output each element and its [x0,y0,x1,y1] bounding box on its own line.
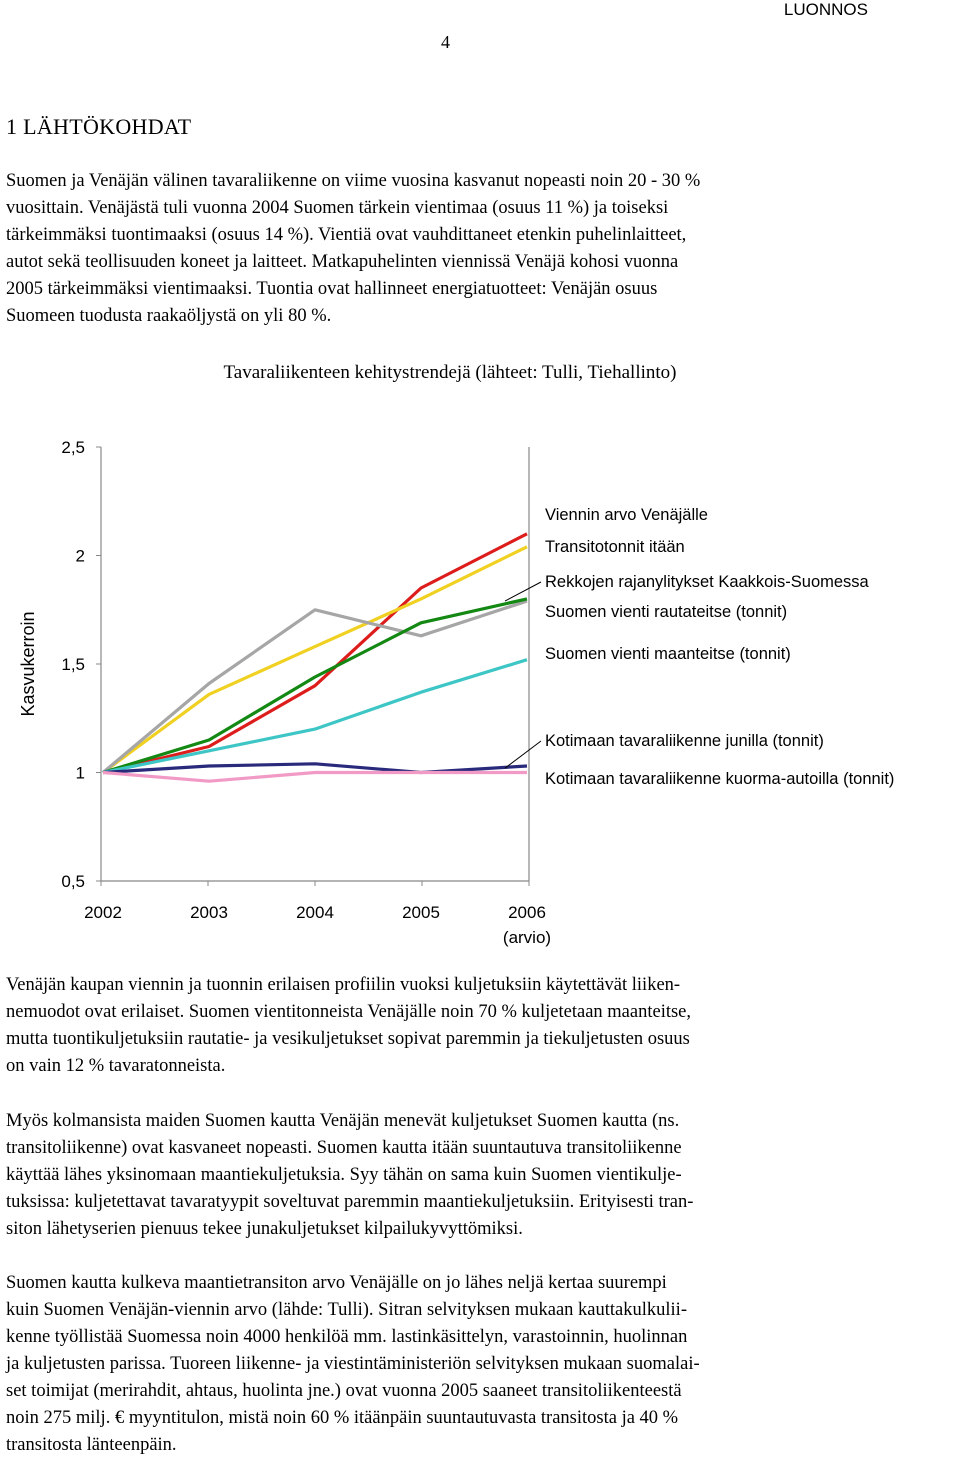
y-tick-label: 2,5 [61,438,85,457]
paragraph-line: käyttää lähes yksinomaan maantiekuljetuksia. Syy tähän on sama kuin Suomen vientikulje- [6,1165,682,1185]
legend-label: Transitotonnit itään [545,538,685,556]
paragraph-line: transitoliikenne) ovat kasvaneet nopeasti. Suomen kautta itään suuntautuva transitoliikenne [6,1138,682,1158]
paragraph-line: Suomeen tuodusta raakaöljystä on yli 80 %. [6,306,332,326]
paragraph-line: 2005 tärkeimmäksi vientimaaksi. Tuontia ovat hallinneet energiatuotteet: Venäjän osuus [6,279,658,299]
paragraph-line: siton lähetyserien pienuus tekee junakuljetukset kilpailukyvyttömiksi. [6,1219,523,1239]
y-tick-label: 1,5 [61,655,85,674]
paragraph-line: Suomen ja Venäjän välinen tavaraliikenne on viime vuosina kasvanut nopeasti noin 20 - 30 % [6,171,701,191]
paragraph-transit-value [6,1270,906,1459]
paragraph-line: set toimijat (merirahdit, ahtaus, huolinta jne.) ovat vuonna 2005 saaneet transitoliikenteestä [6,1381,682,1401]
trend-chart [0,350,960,960]
legend-label: Rekkojen rajanylitykset Kaakkois-Suomessa [545,573,869,591]
paragraph-line: Suomen kautta kulkeva maantietransiton arvo Venäjälle on jo lähes neljä kertaa suurempi [6,1273,667,1293]
paragraph-line: autot sekä teollisuuden koneet ja laitteet. Matkapuhelinten viennissä Venäjä kohosi vuonna [6,252,679,272]
paragraph-transport-modes [6,972,906,1080]
page-number: 4 [441,32,450,52]
paragraph-line: noin 275 milj. € myyntitulon, mistä noin 60 % itäänpäin suuntautuvasta transitosta ja 40 % [6,1408,679,1428]
y-axis-label: Kasvukerroin [18,611,38,717]
legend-label: Kotimaan tavaraliikenne junilla (tonnit) [545,732,824,750]
paragraph-transit-traffic [6,1108,906,1243]
series-line [103,773,527,782]
chart-title: Tavaraliikenteen kehitystrendejä (lähteet: Tulli, Tiehallinto) [223,362,677,383]
x-tick-label: 2002 [84,903,122,922]
series-line [103,547,527,773]
y-tick-label: 1 [75,763,85,783]
series-line [103,534,527,773]
paragraph-line: transitosta länteenpäin. [6,1435,177,1455]
paragraph-line: vuosittain. Venäjästä tuli vuonna 2004 Suomen tärkein vientimaa (osuus 11 %) ja toiseksi [6,198,669,218]
paragraph-line: on vain 12 % tavaratonneista. [6,1056,226,1076]
paragraph-line: Venäjän kaupan viennin ja tuonnin erilaisen profiilin vuoksi kuljetuksiin käytettävät liiken- [6,975,681,995]
legend-label: Viennin arvo Venäjälle [545,506,708,524]
paragraph-line: mutta tuontikuljetuksiin rautatie- ja vesikuljetukset sopivat paremmin ja tiekuljetusten osuus [6,1029,690,1049]
x-tick-label: 2006 [508,903,546,922]
paragraph-line: tärkeimmäksi tuontimaaksi (osuus 14 %). Vientiä ovat vauhdittaneet etenkin puhelinlaitteet, [6,225,687,245]
x-tick-label: 2005 [402,903,440,922]
section-heading: 1 LÄHTÖKOHDAT [6,114,192,139]
paragraph-line: Myös kolmansista maiden Suomen kautta Venäjän menevät kuljetukset Suomen kautta (ns. [6,1111,680,1131]
legend-leader-line [505,741,541,768]
paragraph-line: ja kuljetusten parissa. Tuoreen liikenne- ja viestintäministeriön selvityksen mukaan suomalai- [6,1354,700,1374]
x-tick-label: (arvio) [502,928,552,947]
legend-label: Kotimaan tavaraliikenne kuorma-autoilla (tonnit) [545,770,895,788]
paragraph-line: nemuodot ovat erilaiset. Suomen vientitonneista Venäjälle noin 70 % kuljetetaan maanteitse, [6,1002,692,1022]
legend-label: Suomen vienti maanteitse (tonnit) [545,645,791,663]
paragraph-line: kenne työllistää Suomessa noin 4000 henkilöä mm. lastinkäsittelyn, varastoinnin, huolinnan [6,1327,688,1347]
legend-label: Suomen vienti rautateitse (tonnit) [545,603,788,621]
paragraph-line: tuksissa: kuljetettavat tavaratyypit soveltuvat paremmin maantiekuljetuksiin. Erityisesti tran- [6,1192,694,1212]
draft-label: LUONNOS [783,0,868,19]
paragraph-intro [6,168,906,330]
x-tick-label: 2003 [190,903,228,922]
y-tick-label: 2 [75,546,85,566]
paragraph-line: kuin Suomen Venäjän-viennin arvo (lähde: Tulli). Sitran selvityksen mukaan kauttakulkulii- [6,1300,687,1320]
x-tick-label: 2004 [296,903,334,922]
y-tick-label: 0,5 [61,872,85,891]
